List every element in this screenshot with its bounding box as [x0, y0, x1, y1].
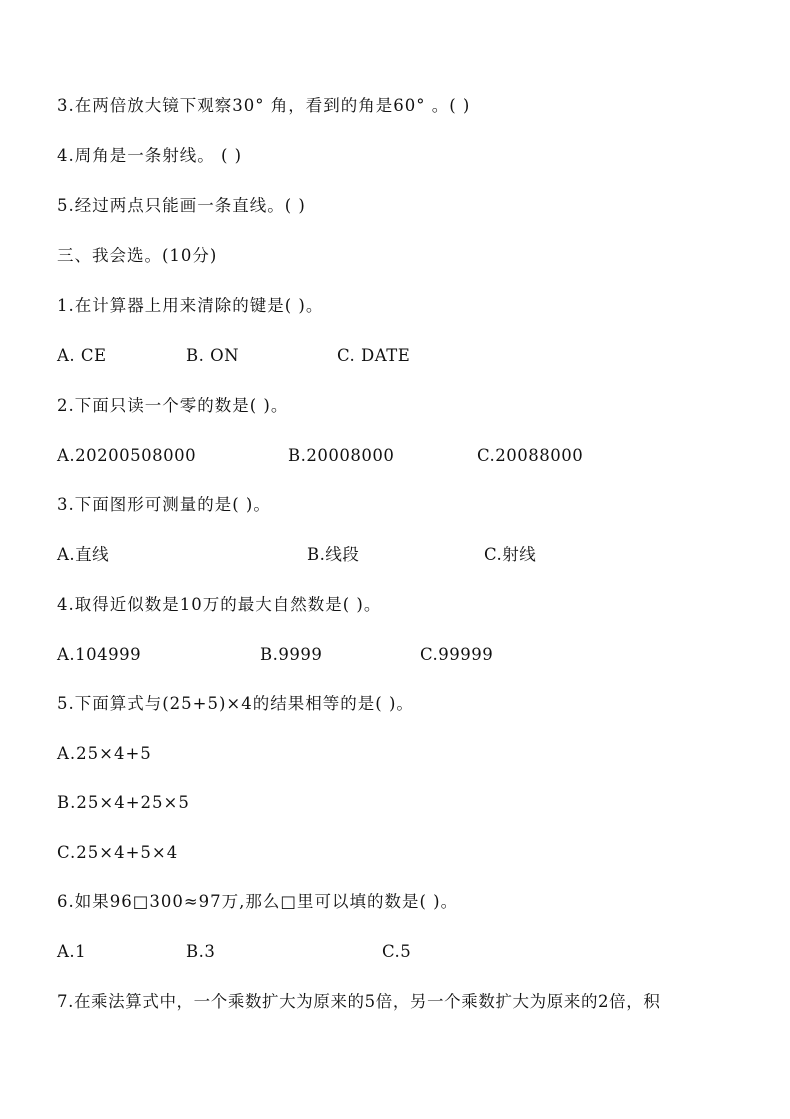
option-c: C. DATE [337, 346, 411, 365]
option-a: A.104999 [57, 645, 142, 664]
choice-option-5b: B.25×4+25×5 [57, 793, 190, 812]
judgement-item-4: 4.周角是一条射线。 ( ) [57, 146, 243, 165]
choice-option-5c: C.25×4+5×4 [57, 843, 179, 862]
option-a: A.1 [57, 942, 87, 961]
option-a: A.20200508000 [57, 446, 197, 465]
option-c: C.20088000 [477, 446, 584, 465]
choice-question-6: 6.如果96□300≈97万,那么□里可以填的数是( )。 [57, 892, 459, 911]
option-a: A. CE [57, 346, 107, 365]
section-heading: 三、我会选。(10分) [57, 246, 218, 265]
choice-question-4: 4.取得近似数是10万的最大自然数是( )。 [57, 595, 382, 614]
option-b: B. ON [186, 346, 240, 365]
choice-question-1: 1.在计算器上用来清除的键是( )。 [57, 296, 324, 315]
choice-question-3: 3.下面图形可测量的是( )。 [57, 495, 271, 514]
judgement-item-5: 5.经过两点只能画一条直线。( ) [57, 196, 306, 215]
choice-question-7: 7.在乘法算式中，一个乘数扩大为原来的5倍，另一个乘数扩大为原来的2倍，积 [57, 992, 661, 1011]
option-b: B.线段 [307, 545, 360, 564]
option-b: B.20008000 [288, 446, 395, 465]
option-c: C.5 [382, 942, 412, 961]
choice-option-5a: A.25×4+5 [57, 744, 152, 763]
option-c: C.99999 [420, 645, 494, 664]
option-c: C.射线 [484, 545, 537, 564]
choice-question-2: 2.下面只读一个零的数是( )。 [57, 396, 289, 415]
option-b: B.9999 [260, 645, 323, 664]
option-b: B.3 [186, 942, 216, 961]
option-a: A.直线 [57, 545, 110, 564]
judgement-item-3: 3.在两倍放大镜下观察30° 角，看到的角是60° 。( ) [57, 96, 471, 115]
choice-question-5: 5.下面算式与(25+5)×4的结果相等的是( )。 [57, 694, 414, 713]
